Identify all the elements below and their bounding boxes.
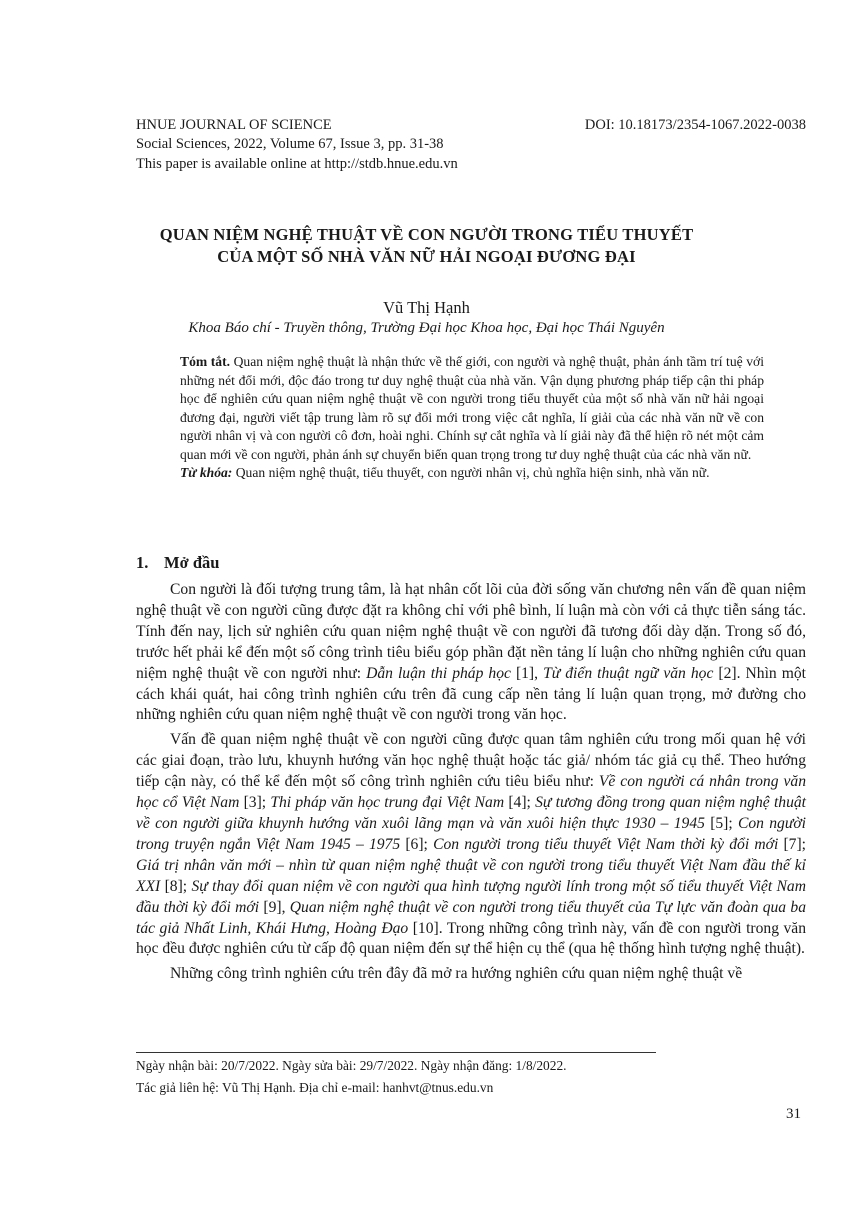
text-run: [1],: [510, 664, 544, 682]
cited-work: Giá trị nhân văn mới – nhìn từ quan niệm nghệ thuật về con người trong tiểu thuyết Việt Nam đầu thế kỉ XXI: [136, 856, 806, 895]
text-run: [6];: [400, 835, 434, 853]
paragraph-1: [136, 580, 806, 726]
journal-header: [136, 116, 806, 134]
text-run: [9],: [259, 898, 290, 916]
cited-work: Về con người cá nhân trong văn học cổ Việt Nam: [136, 773, 806, 812]
journal-name: HNUE JOURNAL OF SCIENCE: [136, 117, 332, 133]
keywords-text: Quan niệm nghệ thuật, tiểu thuyết, con người nhân vị, chủ nghĩa hiện sinh, nhà văn nữ.: [232, 465, 710, 480]
paper-title: [100, 224, 753, 268]
cited-work: Sự tương đồng trong quan niệm nghệ thuật về con người giữa khuynh hướng văn xuôi lãng mạn và văn xuôi hiện thực 1930 – 1945: [136, 794, 807, 832]
text-run: [7];: [778, 835, 807, 853]
page-number: 31: [786, 1106, 801, 1122]
section-title: Mở đầu: [164, 553, 220, 572]
section-number: 1.: [136, 553, 149, 572]
footnote-contact: Tác giả liên hệ: Vũ Thị Hạnh. Địa chỉ e-mail: hanhvt@tnus.edu.vn: [136, 1080, 494, 1095]
text-run: [5];: [704, 814, 738, 832]
cited-work: Thi pháp văn học trung đại Việt Nam: [270, 794, 505, 812]
text-run: [10]. Trong những công trình này, vấn đề con người trong văn học đều được nghiên cứu từ cấp độ quan niệm đến sự thể hiện cụ thể (qua hệ thống hình tượng nghệ thuật).: [136, 919, 807, 958]
footnote-divider: [136, 1052, 656, 1053]
text-run: [4];: [504, 794, 536, 812]
cited-work: Từ điển thuật ngữ văn học: [543, 664, 714, 682]
cited-work: Dẫn luận thi pháp học: [366, 664, 511, 682]
text-run: Vấn đề quan niệm nghệ thuật về con người cũng được quan tâm nghiên cứu trong mối quan hệ với các giai đoạn, trào lưu, khuynh hướng văn học nghệ thuật hoặc tác giả/ nhóm tác giả cụ thể. Theo hướng tiếp cận này, có thể kể đến một số công trình nghiên cứu tiêu biểu như:: [136, 731, 806, 791]
text-run: [8];: [160, 877, 192, 895]
cited-work: Sự thay đổi quan niệm về con người qua hình tượng người lính trong một số tiểu thuyết Việt Nam đầu thời kỳ đổi mới: [136, 877, 806, 916]
paragraph-2: [136, 730, 806, 960]
cited-work: Con người trong tiểu thuyết Việt Nam thời kỳ đổi mới: [433, 835, 779, 853]
footnote-dates: Ngày nhận bài: 20/7/2022. Ngày sửa bài: 29/7/2022. Ngày nhận đăng: 1/8/2022.: [136, 1058, 567, 1073]
text-run: Con người là đối tượng trung tâm, là hạt nhân cốt lõi của đời sống văn chương nên vấn đề quan niệm nghệ thuật về con người cũng được đặt ra không chỉ với phê bình, lí luận mà còn với cả thực tiễn sáng tác. Tính đến nay, lịch sử nghiên cứu quan niệm nghệ thuật về con người đã tương đối dày dặn. Trong số đó, trước hết phải kể đến một số công trình tiêu biểu góp phần đặt nền tảng lí luận cho những nghiên cứu quan niệm nghệ thuật về con người như:: [136, 581, 806, 682]
abstract-label: Tóm tắt.: [180, 354, 231, 369]
abstract-block: [180, 353, 764, 483]
text-run: [2]. Nhìn một cách khái quát, hai công trình nghiên cứu trên đã cung cấp nền tảng lí luận quan trọng, mở đường cho những nghiên cứu quan niệm nghệ thuật về con người trong văn học.: [136, 664, 806, 724]
author-affiliation: Khoa Báo chí - Truyền thông, Trường Đại học Khoa học, Đại học Thái Nguyên: [188, 320, 665, 336]
abstract-text: Quan niệm nghệ thuật là nhận thức về thế giới, con người và nghệ thuật, phản ánh tầm trí tuệ với những nét đổi mới, độc đáo trong tư duy nghệ thuật của nhà văn. Vận dụng phương pháp tiếp cận thi pháp học để nghiên cứu quan niệm nghệ thuật về con người trong tiểu thuyết của một số nhà văn nữ hải ngoại đương đại, người viết tập trung làm rõ sự đổi mới trong việc cắt nghĩa, lí giải của các nhà văn nữ về con người nhân vị và con người cô đơn, hoài nghi. Chính sự cắt nghĩa và lí giải này đã thể hiện rõ nét một cảm quan mới về con người, phản ánh sự chuyển biến quan trọng trong tư duy nghệ thuật của các nhà văn nữ.: [180, 354, 764, 462]
cited-work: Con người trong truyện ngắn Việt Nam 1945 – 1975: [136, 814, 806, 853]
body-text: [136, 580, 806, 989]
doi: DOI: 10.18173/2354-1067.2022-0038: [584, 117, 806, 133]
author-name: Vũ Thị Hạnh: [383, 298, 470, 317]
cited-work: Quan niệm nghệ thuật về con người trong tiểu thuyết của Tự lực văn đoàn qua ba tác giả Nhất Linh, Khái Hưng, Hoàng Đạo: [136, 898, 806, 937]
title-line-1: QUAN NIỆM NGHỆ THUẬT VỀ CON NGƯỜI TRONG TIỂU THUYẾT: [159, 225, 694, 244]
paragraph-3: Những công trình nghiên cứu trên đây đã mở ra hướng nghiên cứu quan niệm nghệ thuật về: [170, 965, 743, 983]
section-heading: [136, 553, 219, 573]
keywords-label: Từ khóa:: [180, 465, 233, 480]
online-availability: This paper is available online at http://stdb.hnue.edu.vn: [136, 156, 458, 172]
issue-info: Social Sciences, 2022, Volume 67, Issue 3, pp. 31-38: [136, 136, 444, 152]
title-line-2: CỦA MỘT SỐ NHÀ VĂN NỮ HẢI NGOẠI ĐƯƠNG ĐẠI: [217, 247, 636, 266]
text-run: [3];: [239, 794, 271, 812]
keywords: [180, 464, 764, 483]
abstract: [180, 353, 764, 464]
